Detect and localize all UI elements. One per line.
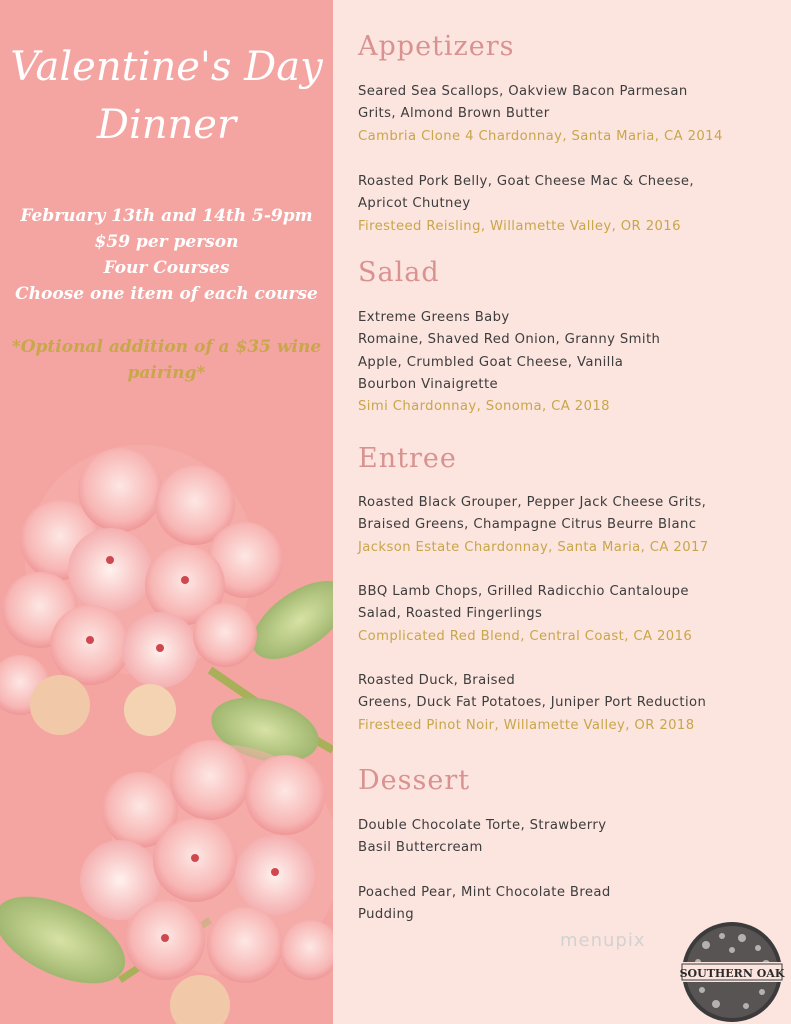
menu-item-greens — [358, 307, 778, 418]
wine-pairing-note-line-1: *Optional addition of a $35 wine — [11, 337, 322, 357]
menu-item-line: Apple, Crumbled Goat Cheese, Vanilla — [358, 354, 624, 370]
menu-item-pork-belly — [358, 171, 778, 238]
event-instructions: Choose one item of each course — [15, 284, 318, 304]
menu-item-line: Romaine, Shaved Red Onion, Granny Smith — [358, 332, 661, 348]
logo-text: SOUTHERN OAK — [679, 967, 785, 980]
menu-item-chocolate-torte — [358, 815, 778, 860]
section-title-entree: Entree — [358, 443, 457, 474]
menu-item-line: Extreme Greens Baby — [358, 310, 510, 325]
menu-item-line: Braised Greens, Champagne Citrus Beurre Blanc — [358, 517, 697, 533]
menu-item-line: Pudding — [358, 907, 415, 923]
title-line-2: Dinner — [96, 102, 237, 148]
wine-pairing: Complicated Red Blend, Central Coast, CA 2016 — [358, 628, 693, 644]
wine-pairing: Firesteed Pinot Noir, Willamette Valley, OR 2018 — [358, 717, 695, 733]
southern-oak-logo-icon — [676, 920, 788, 1024]
menu-item-grouper — [358, 492, 778, 559]
menu-item-line: Apricot Chutney — [358, 196, 471, 212]
menu-item-line: Grits, Almond Brown Butter — [358, 106, 550, 122]
menu-item-line: Bourbon Vinaigrette — [358, 376, 499, 392]
wine-pairing: Firesteed Reisling, Willamette Valley, OR 2016 — [358, 218, 681, 234]
menu-item-line: Roasted Pork Belly, Goat Cheese Mac & Cheese, — [358, 174, 694, 189]
section-title-appetizers: Appetizers — [358, 31, 515, 62]
section-title-salad: Salad — [358, 257, 440, 288]
menu-item-line: BBQ Lamb Chops, Grilled Radicchio Cantaloupe — [358, 584, 689, 599]
wine-pairing-note — [0, 334, 333, 386]
menu-item-line: Poached Pear, Mint Chocolate Bread — [358, 885, 611, 900]
menu-item-line: Basil Buttercream — [358, 840, 483, 856]
menu-item-line: Roasted Black Grouper, Pepper Jack Cheese Grits, — [358, 495, 707, 510]
title-line-1: Valentine's Day — [10, 44, 323, 90]
hydrangea-illustration — [0, 420, 333, 1024]
wine-pairing: Simi Chardonnay, Sonoma, CA 2018 — [358, 399, 610, 415]
menu-item-lamb-chops — [358, 581, 778, 648]
wine-pairing-note-line-2: pairing* — [127, 363, 206, 383]
event-price: $59 per person — [94, 232, 239, 252]
menu-item-line: Seared Sea Scallops, Oakview Bacon Parmesan — [358, 84, 688, 99]
menu-item-duck — [358, 670, 778, 737]
wine-pairing: Cambria Clone 4 Chardonnay, Santa Maria, CA 2014 — [358, 128, 723, 144]
menu-item-scallops — [358, 81, 778, 148]
menu-item-line: Double Chocolate Torte, Strawberry — [358, 818, 607, 833]
page-title — [0, 38, 333, 154]
wine-pairing: Jackson Estate Chardonnay, Santa Maria, CA 2017 — [358, 539, 709, 555]
event-dates: February 13th and 14th 5-9pm — [20, 206, 313, 226]
left-panel — [0, 0, 333, 1024]
event-info — [0, 203, 333, 307]
menu-item-line: Roasted Duck, Braised — [358, 673, 516, 688]
menu-item-line: Salad, Roasted Fingerlings — [358, 606, 543, 622]
event-courses: Four Courses — [103, 258, 230, 278]
section-title-dessert: Dessert — [358, 765, 471, 796]
menu-item-line: Greens, Duck Fat Potatoes, Juniper Port Reduction — [358, 695, 707, 711]
menupix-watermark: menupix — [560, 930, 646, 951]
